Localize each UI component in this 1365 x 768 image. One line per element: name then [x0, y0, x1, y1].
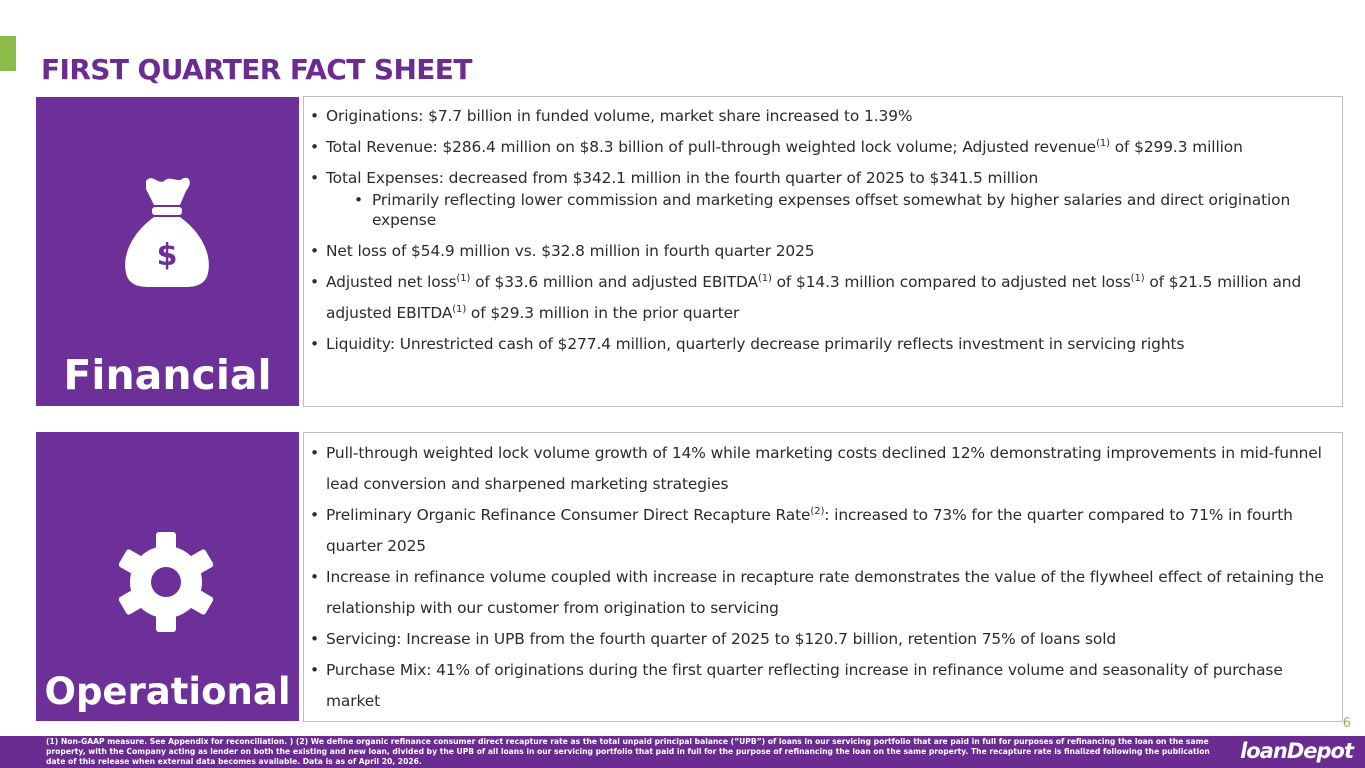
sub-bullet-list	[326, 190, 1334, 230]
list-item: • Adjusted net loss$^{(1)}$ of $33.6 million and adjusted EBITDA$^{(1)}$ of $14.3 million compared to adjusted net loss$^{(1)}$ of $21.5 million and adjusted EBITDA$^{(1)}$ of $29.3 million in the prior quarter	[306, 267, 1334, 329]
financial-label: Financial	[63, 351, 272, 399]
list-item: • Servicing: Increase in UPB from the fourth quarter of 2025 to $120.7 billion, retention 75% of loans sold	[306, 624, 1336, 655]
list-item: • Primarily reflecting lower commission and marketing expenses offset somewhat by higher salaries and direct origination expense	[350, 190, 1334, 230]
accent-bar	[0, 36, 16, 71]
money-bag-icon	[124, 175, 210, 289]
operational-tile	[36, 432, 299, 721]
footer-bar	[0, 736, 1365, 768]
list-item: • Originations: $7.7 billion in funded volume, market share increased to 1.39%	[306, 101, 1334, 132]
operational-label: Operational	[44, 670, 291, 713]
list-item: • Liquidity: Unrestricted cash of $277.4 million, quarterly decrease primarily reflects investment in servicing rights	[306, 329, 1334, 360]
list-item: • Purchase Mix: 41% of originations during the first quarter reflecting increase in refinance volume and seasonality of purchase market	[306, 655, 1336, 717]
list-item: • Preliminary Organic Refinance Consumer Direct Recapture Rate$^{(2)}$: increased to 73% for the quarter compared to 71% in fourth quarter 2025	[306, 500, 1336, 562]
operational-bullet-list	[306, 438, 1336, 717]
gear-icon	[116, 532, 216, 632]
footnote-text: (1) Non-GAAP measure. See Appendix for reconciliation. ) (2) We define organic refinance consumer direct recapture rate as the total unpaid principal balance (“UPB”) of loans in our servicing portfolio that are paid in full for purposes of refinancing the loan on the same property, with the Company acting as lender on both the existing and new loan, divided by the UPB of all loans in our servicing portfolio that paid in full for the purpose of refinancing the loan on the same property. The recapture rate is finalized following the publication date of this release when external data becomes available. Data is as of April 20, 2026.	[46, 737, 1210, 766]
financial-box	[303, 96, 1343, 407]
list-item: • Total Revenue: $286.4 million on $8.3 billion of pull-through weighted lock volume; Adjusted revenue$^{(1)}$ of $299.3 million	[306, 132, 1334, 163]
financial-tile	[36, 97, 299, 406]
financial-bullet-list	[306, 101, 1334, 360]
page-title: FIRST QUARTER FACT SHEET	[41, 53, 472, 86]
list-item: • Increase in refinance volume coupled with increase in recapture rate demonstrates the value of the flywheel effect of retaining the relationship with our customer from origination to servicing	[306, 562, 1336, 624]
page-number: 6	[1342, 716, 1351, 731]
list-item: • Pull-through weighted lock volume growth of 14% while marketing costs declined 12% demonstrating improvements in mid-funnel lead conversion and sharpened marketing strategies	[306, 438, 1336, 500]
operational-box	[303, 432, 1343, 722]
svg-text:$: $	[156, 238, 178, 273]
brand-logo: loanDepot	[1240, 739, 1353, 763]
list-item: • Total Expenses: decreased from $342.1 million in the fourth quarter of 2025 to $341.5 million • Primarily reflecting lower commission and marketing expenses offset somewhat by higher salaries and direct origination expense	[306, 163, 1334, 230]
list-item: • Net loss of $54.9 million vs. $32.8 million in fourth quarter 2025	[306, 236, 1334, 267]
